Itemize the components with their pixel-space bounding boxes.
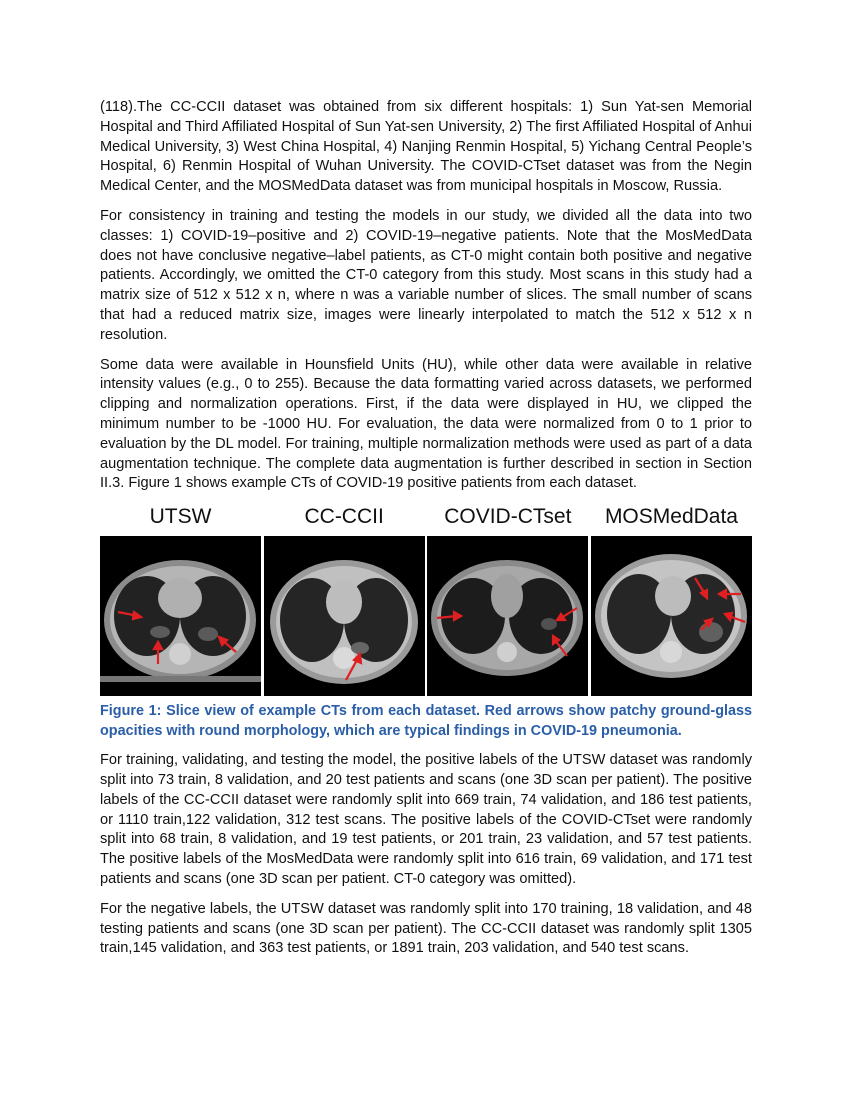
panel-title-covid-ctset: COVID-CTset <box>444 505 572 529</box>
panel-title-cc-ccii: CC-CCII <box>304 505 384 529</box>
paper-page <box>100 98 752 969</box>
figure-panel-titles <box>100 504 752 532</box>
ct-image-cc-ccii <box>264 536 425 696</box>
figure-1 <box>100 504 752 741</box>
panel-title-mosmeddata: MOSMedData <box>604 505 738 529</box>
figure-caption: Figure 1: Slice view of example CTs from each dataset. Red arrows show patchy ground-glass opacities with round morphology, which are typical findings in COVID-19 pneumonia. <box>100 703 752 739</box>
ct-scan-image <box>427 536 588 696</box>
ct-image-covid-ctset <box>427 536 588 696</box>
ct-image-mosmeddata <box>591 536 752 696</box>
ct-scan-image <box>264 536 425 696</box>
paragraph-negative-splits: For the negative labels, the UTSW dataset was randomly split into 170 training, 18 validation, and 48 testing patients and scans (one 3D scan per patient). The CC-CCII dataset was randomly split 1305 train,145 validation, and 363 test patients, or 1891 train, 203 validation, and 540 test scans. <box>100 900 752 957</box>
figure-panels <box>100 536 752 696</box>
paragraph-positive-splits: For training, validating, and testing the model, the positive labels of the UTSW dataset was randomly split into 73 train, 8 validation, and 20 test patients and scans (one 3D scan per patient). The positive labels of the CC-CCII dataset were randomly split into 669 train, 74 validation, and 186 test patients, or 1110 train,122 validation, 312 test scans. The positive labels of the COVID-CTset were randomly split into 68 train, 8 validation, and 19 test patients, or 201 train, 23 validation, and 57 test patients. The positive labels of the MosMedData were randomly split into 616 train, 69 validation, and 171 test patients and scans (one 3D scan per patient. CT-0 category was omitted). <box>100 752 752 887</box>
ct-scan-image <box>591 536 752 696</box>
paragraph-classes: For consistency in training and testing the models in our study, we divided all the data into two classes: 1) COVID-19–positive and 2) COVID-19–negative patients. Note that the MosMedData does not have conclusive negative–label patients, as CT-0 might contain both positive and negative patients. Accordingly, we omitted the CT-0 category from this study. Most scans in this study had a matrix size of 512 x 512 x n, where n was a variable number of slices. The small number of scans that had a reduced matrix size, images were linearly interpolated to match the 512 x 512 x n resolution. <box>100 207 752 343</box>
ct-image-utsw <box>100 536 261 696</box>
paragraph-normalization: Some data were available in Hounsfield Units (HU), while other data were available in relative intensity values (e.g., 0 to 255). Because the data formatting varied across datasets, we performed clipping and normalization operations. First, if the data were displayed in HU, we clipped the minimum number to be -1000 HU. For evaluation, the data were normalized from 0 to 1 prior to evaluation by the DL model. For training, multiple normalization methods were used as part of a data augmentation technique. The complete data augmentation is further described in section in Section II.3. Figure 1 shows example CTs of COVID-19 positive patients from each dataset. <box>100 356 752 492</box>
panel-title-utsw: UTSW <box>149 505 212 529</box>
paragraph-datasets-origin: (118).The CC-CCII dataset was obtained from six different hospitals: 1) Sun Yat-sen Memorial Hospital and Third Affiliated Hospital of Sun Yat-sen University, 2) The first Affiliated Hospital of Anhui Medical University, 3) West China Hospital, 4) Nanjing Renmin Hospital, 5) Yichang Central People’s Hospital, 6) Renmin Hospital of Wuhan University. The COVID-CTset dataset was from the Negin Medical Center, and the MOSMedData dataset was from municipal hospitals in Moscow, Russia. <box>100 99 752 195</box>
ct-scan-image <box>100 536 261 696</box>
